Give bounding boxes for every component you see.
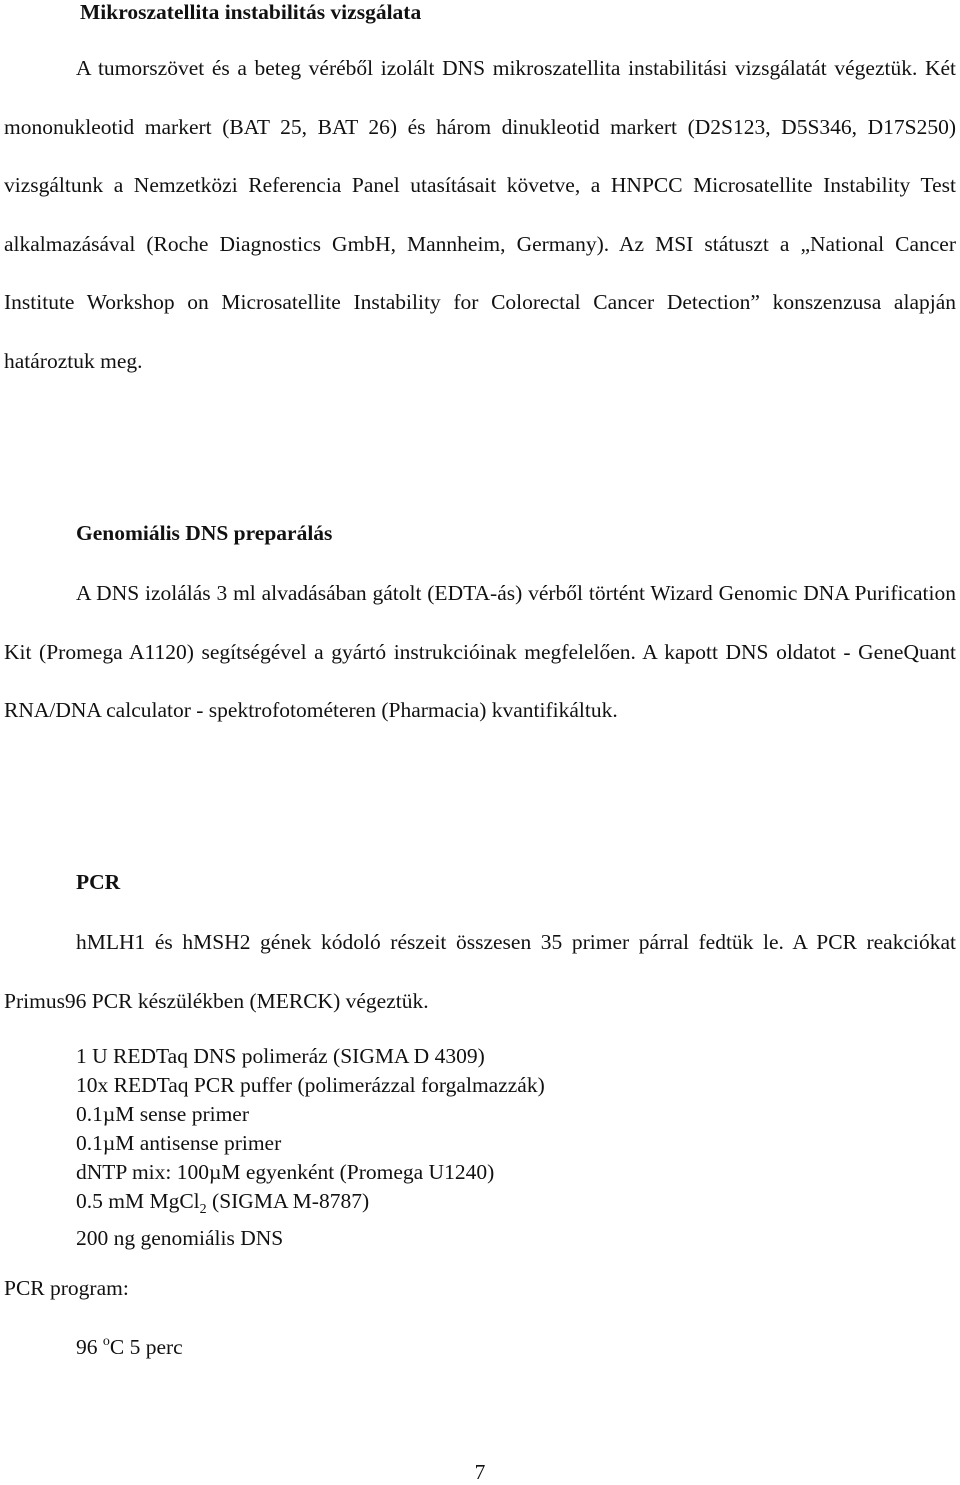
mgcl2-subscript: 2 — [199, 1202, 207, 1217]
section-heading-dna: Genomiális DNS preparálás — [76, 521, 333, 545]
step-temp: 96 — [76, 1335, 103, 1359]
reagent-item: 0.1µM sense primer — [76, 1102, 250, 1126]
section-heading-msi: Mikroszatellita instabilitás vizsgálata — [80, 0, 422, 24]
reagent-item-mgcl2 — [76, 1187, 545, 1224]
paragraph-msi: A tumorszövet és a beteg véréből izolált DNS mikroszatellita instabilitási vizsgálatát végeztük. Két mononukleotid markert (BAT 25, BAT 26) és három dinukleotid markert (D2S123, D5S346, D17S250) vizsgáltunk a Nemzetközi Referencia Panel utasításait követve, a HNPCC Microsatellite Instability Test alkalmazásával (Roche Diagnostics GmbH, Mannheim, Germany). Az MSI státuszt a „National Cancer Institute Workshop on Microsatellite Instability for Colorectal Cancer Detection” konszenzusa alapján határoztuk meg. — [4, 56, 956, 373]
reagent-item: dNTP mix: 100µM egyenként (Promega U1240) — [76, 1160, 495, 1184]
paragraph-pcr: hMLH1 és hMSH2 gének kódoló részeit összesen 35 primer párral fedtük le. A PCR reakciókat Primus96 PCR készülékben (MERCK) végeztük. — [4, 930, 956, 1013]
reagent-item: 1 U REDTaq DNS polimeráz (SIGMA D 4309) — [76, 1044, 485, 1068]
reagent-item: 200 ng genomiális DNS — [76, 1226, 284, 1250]
pcr-program-step — [76, 1334, 183, 1360]
paragraph-dna: A DNS izolálás 3 ml alvadásában gátolt (EDTA-ás) vérből történt Wizard Genomic DNA Purification Kit (Promega A1120) segítségével a gyártó instrukcióinak megfelelően. A kapott DNS oldatot - GeneQuant RNA/DNA calculator - spektrofotométeren (Pharmacia) kvantifikáltuk. — [4, 581, 956, 722]
step-unit-time: C 5 perc — [109, 1335, 183, 1359]
mgcl2-suffix: (SIGMA M-8787) — [206, 1189, 370, 1213]
section-heading-pcr: PCR — [76, 870, 121, 894]
reagent-list — [76, 1042, 545, 1253]
mgcl2-prefix: 0.5 mM MgCl — [76, 1189, 200, 1213]
degree-superscript: o — [102, 1334, 110, 1349]
pcr-program-label: PCR program: — [4, 1276, 129, 1300]
reagent-item: 0.1µM antisense primer — [76, 1131, 282, 1155]
reagent-item: 10x REDTaq PCR puffer (polimerázzal forgalmazzák) — [76, 1073, 545, 1097]
page-number: 7 — [474, 1460, 486, 1484]
